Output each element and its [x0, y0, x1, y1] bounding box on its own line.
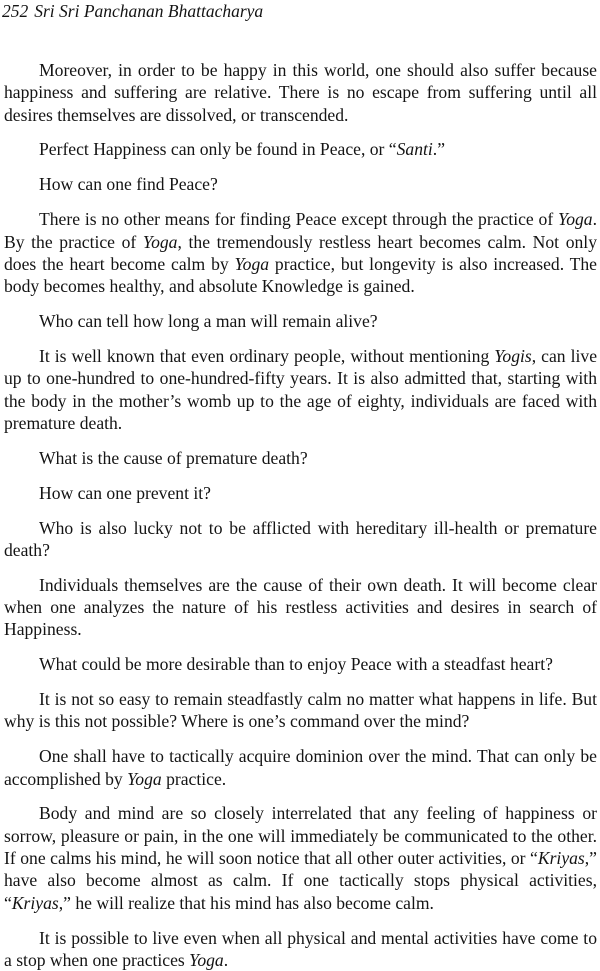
- paragraph: [4, 345, 597, 434]
- text-run: .: [223, 949, 229, 970]
- italic-term: Yoga: [127, 768, 162, 789]
- paragraph: [4, 802, 597, 913]
- text-run: , can live up to one-hundred to one-hundred-fifty years. It is also admitted that, starting with the body in the mother’s womb up to the age of eighty, individuals are faced with premature death.: [4, 345, 597, 433]
- paragraph: [4, 59, 597, 126]
- text-run: Moreover, in order to be happy in this world, one should also suffer because happiness and suffering are relative. There is no escape from suffering until all desires themselves are dissolved, or transcended.: [4, 60, 597, 125]
- italic-term: Yogis: [494, 345, 532, 366]
- text-run: Who can tell how long a man will remain alive?: [39, 311, 378, 332]
- text-run: One shall have to tactically acquire dominion over the mind. That can only be accomplished by: [4, 746, 597, 789]
- italic-term: Yoga: [234, 253, 270, 274]
- text-run: It is not so easy to remain steadfastly calm no matter what happens in life. But why is this not possible? Where is one’s command over the mind?: [4, 689, 597, 732]
- text-run: Individuals themselves are the cause of their own death. It will become clear when one analyzes the nature of his restless activities and desires in search of Happiness.: [4, 574, 597, 640]
- paragraph: [4, 517, 597, 562]
- paragraph: [4, 653, 597, 675]
- text-run: How can one find Peace?: [39, 174, 218, 195]
- text-run: ,” he will realize that his mind has also become calm.: [58, 892, 434, 913]
- text-run: What is the cause of premature death?: [39, 447, 308, 468]
- text-run: There is no other means for finding Peace except through the practice of: [39, 209, 559, 230]
- page-number: 252: [2, 1, 29, 21]
- paragraph: [4, 745, 597, 790]
- body-text: [4, 59, 597, 971]
- text-run: . By the practice of: [4, 209, 597, 252]
- text-run: ,” have also become almost as calm. If one tactically stops physical activities, “: [4, 848, 597, 913]
- paragraph: [4, 208, 597, 297]
- text-run: .”: [432, 139, 446, 160]
- text-run: It is possible to live even when all physical and mental activities have come to a stop when one practices: [4, 927, 597, 970]
- text-run: It is well known that even ordinary people, without mentioning: [39, 345, 495, 366]
- paragraph: [4, 138, 597, 160]
- running-header: [2, 0, 263, 22]
- paragraph: [4, 688, 597, 733]
- paragraph: [4, 310, 597, 332]
- paragraph: [4, 482, 597, 504]
- text-run: practice, but longevity is also increased. The body becomes healthy, and absolute Knowledge is gained.: [4, 253, 597, 297]
- text-run: Body and mind are so closely interrelated that any feeling of happiness or sorrow, pleasure or pain, in the one will immediately be communicated to the other. If one calms his mind, he will soon notice that all other outer activities, or “: [4, 803, 597, 869]
- italic-term: Kriyas: [11, 892, 59, 913]
- paragraph: [4, 927, 597, 971]
- text-run: How can one prevent it?: [39, 482, 211, 503]
- paragraph: [4, 447, 597, 469]
- text-run: practice.: [161, 768, 227, 789]
- italic-term: Santi: [396, 139, 433, 160]
- paragraph: [4, 173, 597, 195]
- running-title: Sri Sri Panchanan Bhattacharya: [34, 1, 264, 21]
- text-run: Perfect Happiness can only be found in Peace, or “: [39, 139, 397, 160]
- text-run: What could be more desirable than to enjoy Peace with a steadfast heart?: [39, 654, 553, 675]
- text-run: , the tremendously restless heart becomes calm. Not only does the heart become calm by: [4, 231, 597, 274]
- text-run: Who is also lucky not to be afflicted with hereditary ill-health or premature death?: [4, 517, 597, 560]
- paragraph: [4, 574, 597, 641]
- italic-term: Yoga: [142, 231, 178, 252]
- italic-term: Yoga: [189, 949, 224, 970]
- italic-term: Yoga: [558, 209, 593, 230]
- italic-term: Kriyas: [537, 848, 585, 869]
